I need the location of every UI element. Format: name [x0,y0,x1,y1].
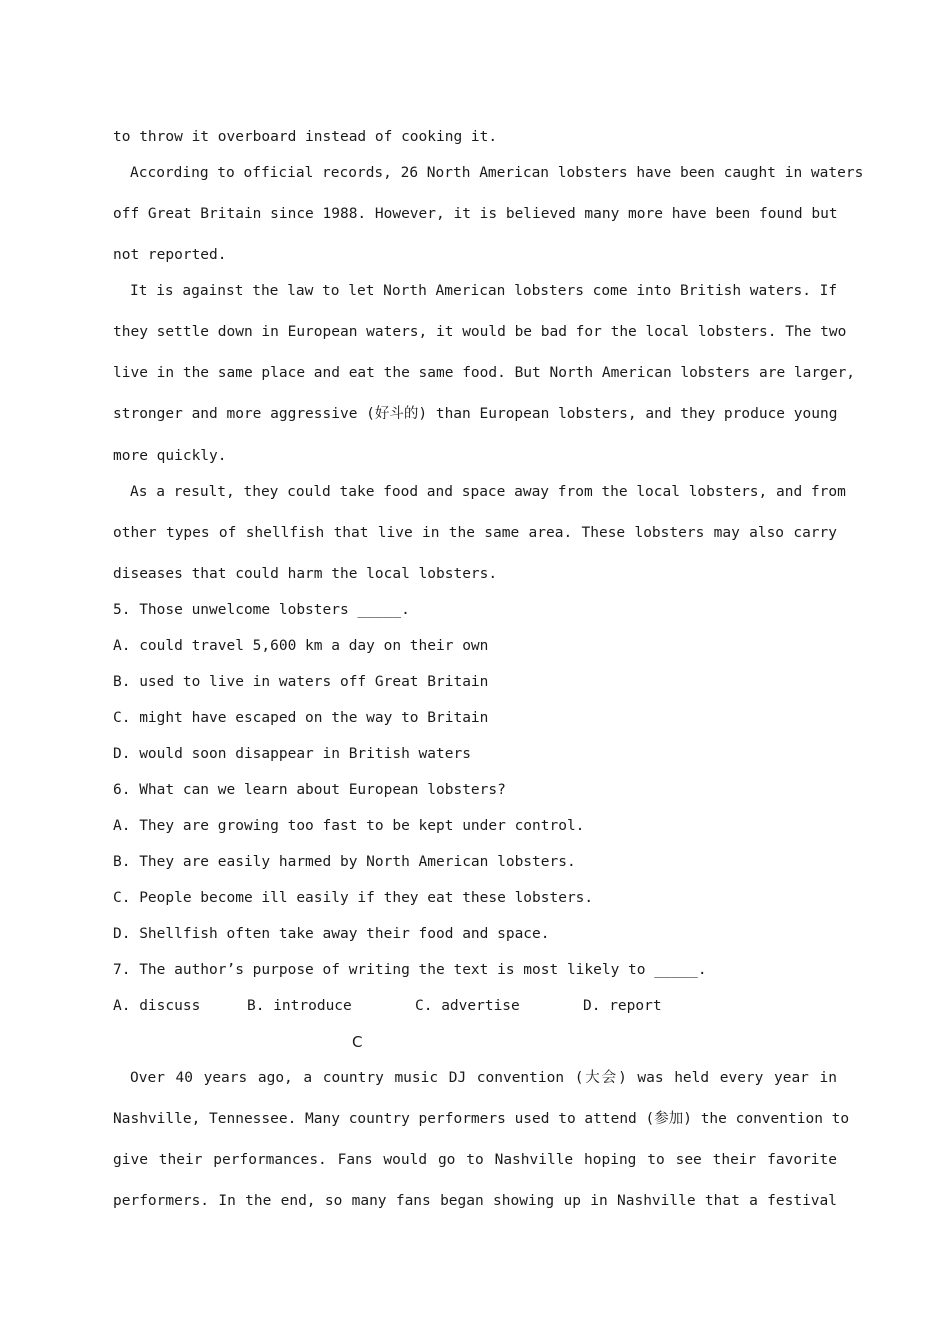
question-7-options [113,996,837,1016]
passage-line: According to official records, 26 North American lobsters have been caught in waters [130,165,864,181]
question-6-option-d: D. Shellfish often take away their food and space. [113,926,550,942]
passage-line: off Great Britain since 1988. However, it is believed many more have been found but [113,206,838,222]
question-7-option-b: B. introduce [247,998,352,1014]
passage-line: Nashville, Tennessee. Many country performers used to attend (参加) the convention to [113,1111,850,1127]
passage-line: give their performances. Fans would go to Nashville hoping to see their favorite [113,1152,837,1168]
question-7-option-a: A. discuss [113,998,201,1014]
passage-line: more quickly. [113,448,227,464]
passage-line: stronger and more aggressive (好斗的) than European lobsters, and they produce young [113,406,838,422]
passage-line: As a result, they could take food and space away from the local lobsters, and from [130,484,846,500]
question-7-option-d: D. report [583,998,662,1014]
passage-line: It is against the law to let North American lobsters come into British waters. If [130,283,838,299]
question-7-option-c: C. advertise [415,998,520,1014]
question-5-option-a: A. could travel 5,600 km a day on their own [113,638,489,654]
question-5-option-b: B. used to live in waters off Great Britain [113,674,489,690]
question-6-option-a: A. They are growing too fast to be kept under control. [113,818,585,834]
question-6-stem: 6. What can we learn about European lobsters? [113,782,506,798]
passage-line: diseases that could harm the local lobsters. [113,566,498,582]
question-6-option-b: B. They are easily harmed by North American lobsters. [113,854,576,870]
passage-line: other types of shellfish that live in the same area. These lobsters may also carry [113,525,837,541]
passage-line: not reported. [113,247,227,263]
question-5-option-d: D. would soon disappear in British waters [113,746,471,762]
question-7-stem: 7. The author’s purpose of writing the text is most likely to _____. [113,962,707,978]
passage-line: performers. In the end, so many fans began showing up in Nashville that a festival [113,1193,837,1209]
passage-line: they settle down in European waters, it would be bad for the local lobsters. The two [113,324,847,340]
question-6-option-c: C. People become ill easily if they eat these lobsters. [113,890,594,906]
section-heading: C [352,1033,363,1051]
passage-line: to throw it overboard instead of cooking it. [113,129,498,145]
passage-line: Over 40 years ago, a country music DJ convention (大会) was held every year in [130,1070,837,1086]
passage-line: live in the same place and eat the same food. But North American lobsters are larger, [113,365,856,381]
question-5-stem: 5. Those unwelcome lobsters _____. [113,602,410,618]
question-5-option-c: C. might have escaped on the way to Britain [113,710,489,726]
